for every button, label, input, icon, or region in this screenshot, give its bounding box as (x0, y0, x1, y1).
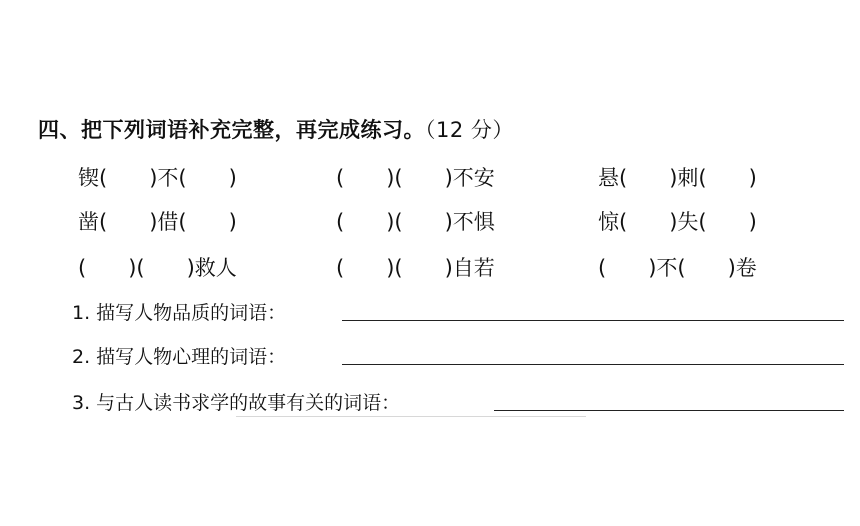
idiom-blank-item[interactable]: 惊( )失( ) (598, 210, 757, 234)
question-1 (72, 298, 286, 325)
idiom-blank-item[interactable]: 悬( )刺( ) (598, 166, 757, 190)
idiom-row (0, 206, 860, 238)
answer-line-1[interactable] (342, 320, 844, 321)
idiom-blank-item[interactable]: ( )( )不惧 (336, 210, 495, 234)
question-3 (72, 388, 400, 415)
answer-line-3[interactable] (494, 410, 844, 411)
section-heading (38, 114, 514, 144)
idiom-row (0, 252, 860, 284)
question-2 (72, 342, 286, 369)
idiom-row (0, 162, 860, 194)
idiom-blank-item[interactable]: ( )不( )卷 (598, 256, 757, 280)
idiom-blank-item[interactable]: ( )( )自若 (336, 256, 495, 280)
answer-line-2[interactable] (342, 364, 844, 365)
section-score: （12 分） (425, 118, 514, 142)
idiom-blank-item[interactable]: ( )( )不安 (336, 166, 495, 190)
idiom-blank-item[interactable]: 凿( )借( ) (78, 210, 237, 234)
question-label: 2. 描写人物心理的词语： (72, 346, 287, 368)
scan-artifact-line (236, 416, 586, 417)
question-label: 3. 与古人读书求学的故事有关的词语： (72, 392, 401, 414)
question-label: 1. 描写人物品质的词语： (72, 302, 287, 324)
section-title: 四、把下列词语补充完整，再完成练习。 (38, 118, 425, 142)
idiom-blank-item[interactable]: 锲( )不( ) (78, 166, 237, 190)
idiom-blank-item[interactable]: ( )( )救人 (78, 256, 237, 280)
